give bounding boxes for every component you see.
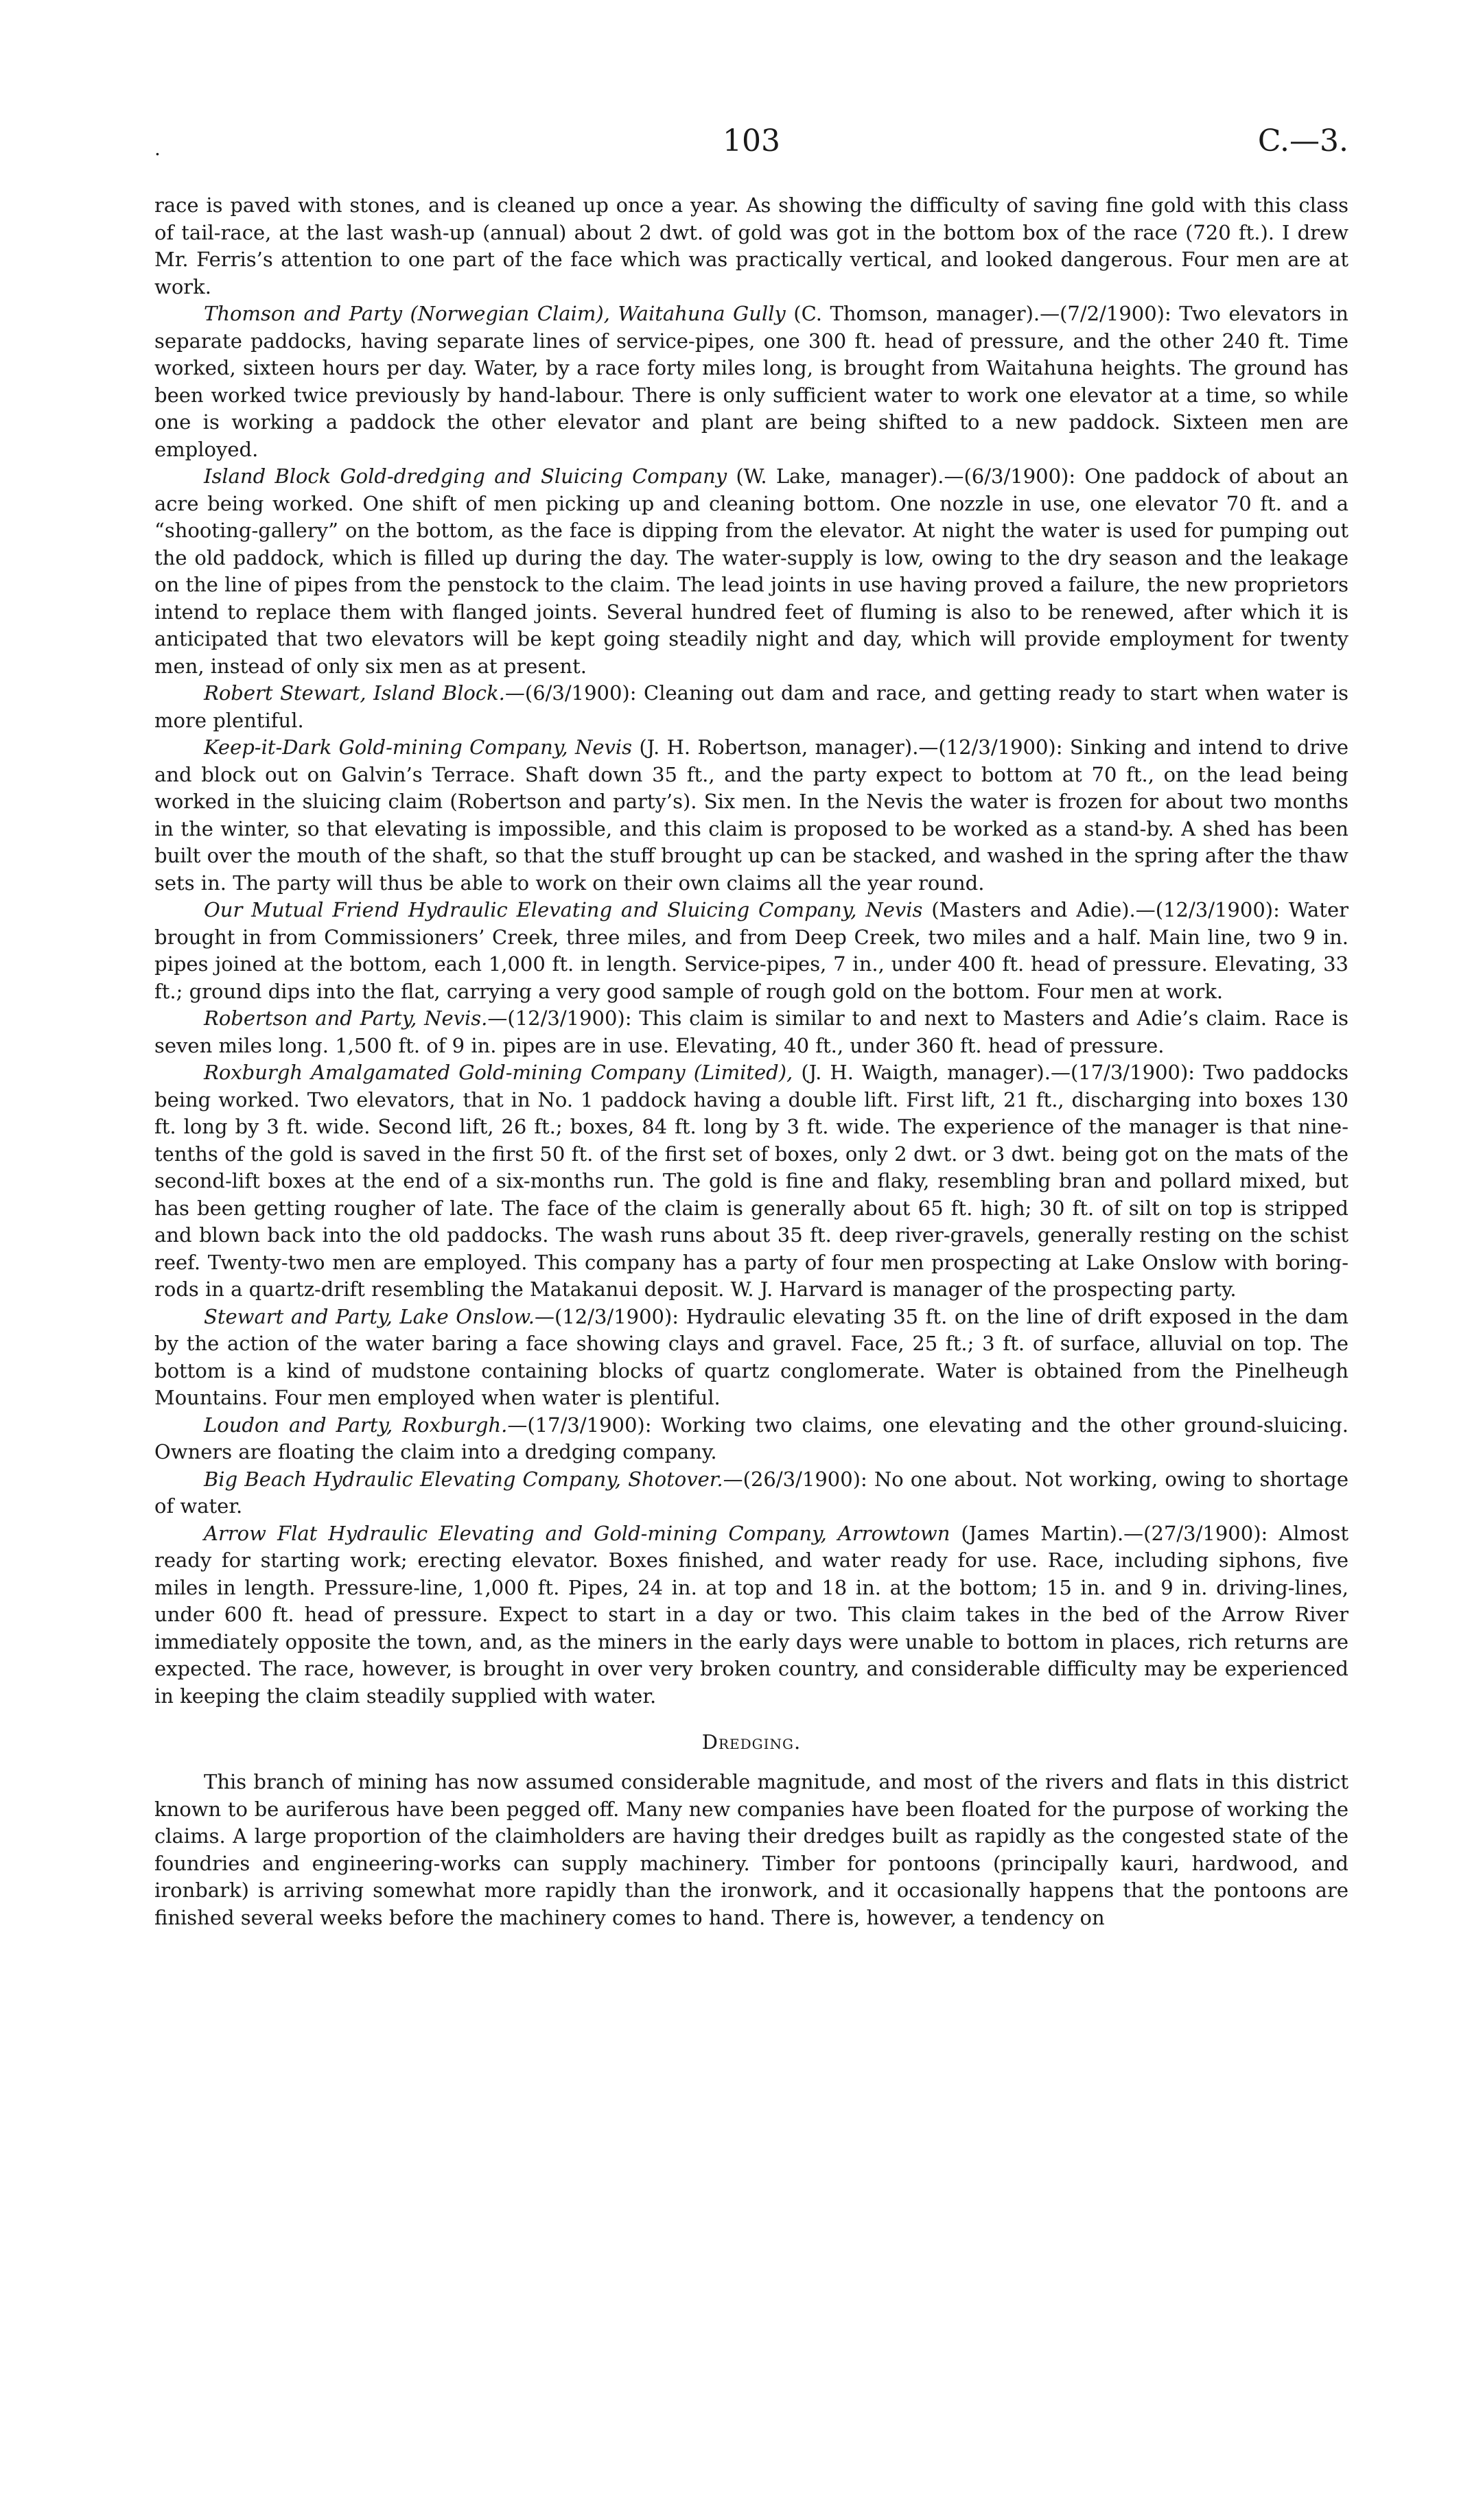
claim-title: Stewart and Party, Lake Onslow.	[204, 1304, 535, 1328]
claim-paragraph	[154, 734, 1348, 897]
dredging-paragraph: This branch of mining has now assumed considerable magnitude, and most of the rivers and flats in this district known to be auriferous have been pegged off. Many new companies have been floated for the purpose of working the claims. A large proportion of the claimholders are having their dredges built as rapidly as the congested state of the foundries and engineering-works can supply machinery. Timber for pontoons (principally kauri, hardwood, and ironbark) is arriving somewhat more rapidly than the ironwork, and it occasionally happens that the pontoons are finished several weeks before the machinery comes to hand. There is, however, a tendency on	[154, 1770, 1348, 1929]
claim-paragraph	[154, 1059, 1348, 1304]
claim-title: Roxburgh Amalgamated Gold-mining Company (Limited),	[204, 1061, 793, 1084]
claim-title: Thomson and Party (Norwegian Claim), Waitahuna Gully	[204, 302, 786, 325]
claim-title: Big Beach Hydraulic Elevating Company, Shotover.	[204, 1467, 723, 1491]
claim-text: —(26/3/1900): No one about. Not working, owing to shortage of water.	[154, 1467, 1348, 1518]
claim-text: (J. H. Waigth, manager).—(17/3/1900): Two paddocks being worked. Two elevators, that in No. 1 paddock having a double lift. First lift, 21 ft., discharging into boxes 130 ft. long by 3 ft. wide. Second lift, 26 ft.; boxes, 84 ft. long by 3 ft. wide. The experience of the manager is that nine-tenths of the gold is saved in the first 50 ft. of the first set of boxes, only 2 dwt. or 3 dwt. being got on the mats of the second-lift boxes at the end of a six-months run. The gold is fine and flaky, resembling bran and pollard mixed, but has been getting rougher of late. The face of the claim is generally about 65 ft. high; 30 ft. of silt on top is stripped and blown back into the old paddocks. The wash runs about 35 ft. deep river-gravels, generally resting on the schist reef. Twenty-two men are employed. This company has a party of four men prospecting at Lake Onslow with boring-rods in a quartz-drift resembling the Matakanui deposit. W. J. Harvard is manager of the prospecting party.	[154, 1061, 1348, 1301]
claim-title: Robert Stewart, Island Block.	[204, 681, 505, 705]
claim-paragraph	[154, 897, 1348, 1005]
claim-text: (W. Lake, manager).—(6/3/1900): One paddock of about an acre being worked. One shift of men picking up and cleaning bottom. One nozzle in use, one elevator 70 ft. and a “shooting-gallery” on the bottom, as the face is dipping from the elevator. At night the water is used for pumping out the old paddock, which is filled up during the day. The water-supply is low, owing to the dry season and the leakage on the line of pipes from the penstock to the claim. The lead joints in use having proved a failure, the new proprietors intend to replace them with flanged joints. Several hundred feet of fluming is also to be renewed, after which it is anticipated that two elevators will be kept going steadily night and day, which will provide employment for twenty men, instead of only six men as at present.	[154, 464, 1348, 678]
page-number: 103	[723, 123, 780, 158]
claim-paragraph	[154, 1466, 1348, 1520]
header-dot: .	[154, 137, 161, 160]
claim-paragraph	[154, 680, 1348, 734]
claim-title: Our Mutual Friend Hydraulic Elevating and Sluicing Company, Nevis	[204, 898, 923, 921]
paragraph-continued	[154, 192, 1348, 301]
claim-text: —(12/3/1900): Hydraulic elevating 35 ft. on the line of drift exposed in the dam by the action of the water baring a face showing clays and gravel. Face, 25 ft.; 3 ft. of surface, alluvial on top. The bottom is a kind of mudstone containing blocks of quartz conglomerate. Water is obtained from the Pinelheugh Mountains. Four men employed when water is plentiful.	[154, 1304, 1348, 1409]
claim-title: Robertson and Party, Nevis.	[204, 1006, 488, 1030]
claim-text: —(6/3/1900): Cleaning out dam and race, and getting ready to start when water is more plentiful.	[154, 681, 1348, 732]
claim-paragraph	[154, 1005, 1348, 1059]
claim-title: Arrow Flat Hydraulic Elevating and Gold-mining Company, Arrowtown	[204, 1521, 950, 1545]
section-heading-dredging: Dredging.	[701, 1730, 802, 1754]
claim-title: Keep-it-Dark Gold-mining Company, Nevis	[204, 735, 633, 759]
claim-text: (James Martin).—(27/3/1900): Almost ready for starting work; erecting elevator. Boxes finished, and water ready for use. Race, including siphons, five miles in length. Pressure-line, 1,000 ft. Pipes, 24 in. at top and 18 in. at the bottom; 15 in. and 9 in. driving-lines, under 600 ft. head of pressure. Expect to start in a day or two. This claim takes in the bed of the Arrow River immediately opposite the town, and, as the miners in the early days were unable to bottom in places, rich returns are expected. The race, however, is brought in over very broken country, and considerable difficulty may be experienced in keeping the claim steadily supplied with water.	[154, 1521, 1348, 1708]
claim-text: —(17/3/1900): Working two claims, one elevating and the other ground-sluicing. Owners are floating the claim into a dredging company.	[154, 1413, 1348, 1463]
claim-paragraph	[154, 301, 1348, 463]
claim-text: (Masters and Adie).—(12/3/1900): Water brought in from Commissioners’ Creek, three miles, and from Deep Creek, two miles and a half. Main line, two 9 in. pipes joined at the bottom, each 1,000 ft. in length. Service-pipes, 7 in., under 400 ft. head of pressure. Elevating, 33 ft.; ground dips into the flat, carrying a very good sample of rough gold on the bottom. Four men at work.	[154, 898, 1348, 1003]
claim-text: (C. Thomson, manager).—(7/2/1900): Two elevators in separate paddocks, having separate lines of service-pipes, one 300 ft. head of pressure, and the other 240 ft. Time worked, sixteen hours per day. Water, by a race forty miles long, is brought from Waitahuna heights. The ground has been worked twice previously by hand-labour. There is only sufficient water to work one elevator at a time, so while one is working a paddock the other elevator and plant are being shifted to a new paddock. Sixteen men are employed.	[154, 302, 1348, 461]
claim-paragraph	[154, 1412, 1348, 1466]
claim-paragraph	[154, 1520, 1348, 1710]
claim-title: Island Block Gold-dredging and Sluicing Company	[204, 464, 727, 488]
claim-title: Loudon and Party, Roxburgh.	[204, 1413, 508, 1437]
claim-text: (J. H. Robertson, manager).—(12/3/1900): Sinking and intend to drive and block out on Galvin’s Terrace. Shaft down 35 ft., and the party expect to bottom at 70 ft., on the lead being worked in the sluicing claim (Robertson and party’s). Six men. In the Nevis the water is frozen for about two months in the winter, so that elevating is impossible, and this claim is proposed to be worked as a stand-by. A shed has been built over the mouth of the shaft, so that the stuff brought up can be stacked, and washed in the spring after the thaw sets in. The party will thus be able to work on their own claims all the year round.	[154, 735, 1348, 895]
document-body	[154, 192, 1348, 1931]
claim-text: —(12/3/1900): This claim is similar to and next to Masters and Adie’s claim. Race is seven miles long. 1,500 ft. of 9 in. pipes are in use. Elevating, 40 ft., under 360 ft. head of pressure.	[154, 1006, 1348, 1057]
paragraph-text: race is paved with stones, and is cleaned up once a year. As showing the difficulty of saving fine gold with this class of tail-race, at the last wash-up (annual) about 2 dwt. of gold was got in the bottom box of the race (720 ft.). I drew Mr. Ferris’s attention to one part of the face which was practically vertical, and looked dangerous. Four men are at work.	[154, 193, 1348, 298]
page-header	[154, 123, 1348, 165]
claim-paragraph	[154, 1304, 1348, 1412]
claim-paragraph	[154, 463, 1348, 680]
document-reference: C.—3.	[1257, 123, 1348, 158]
